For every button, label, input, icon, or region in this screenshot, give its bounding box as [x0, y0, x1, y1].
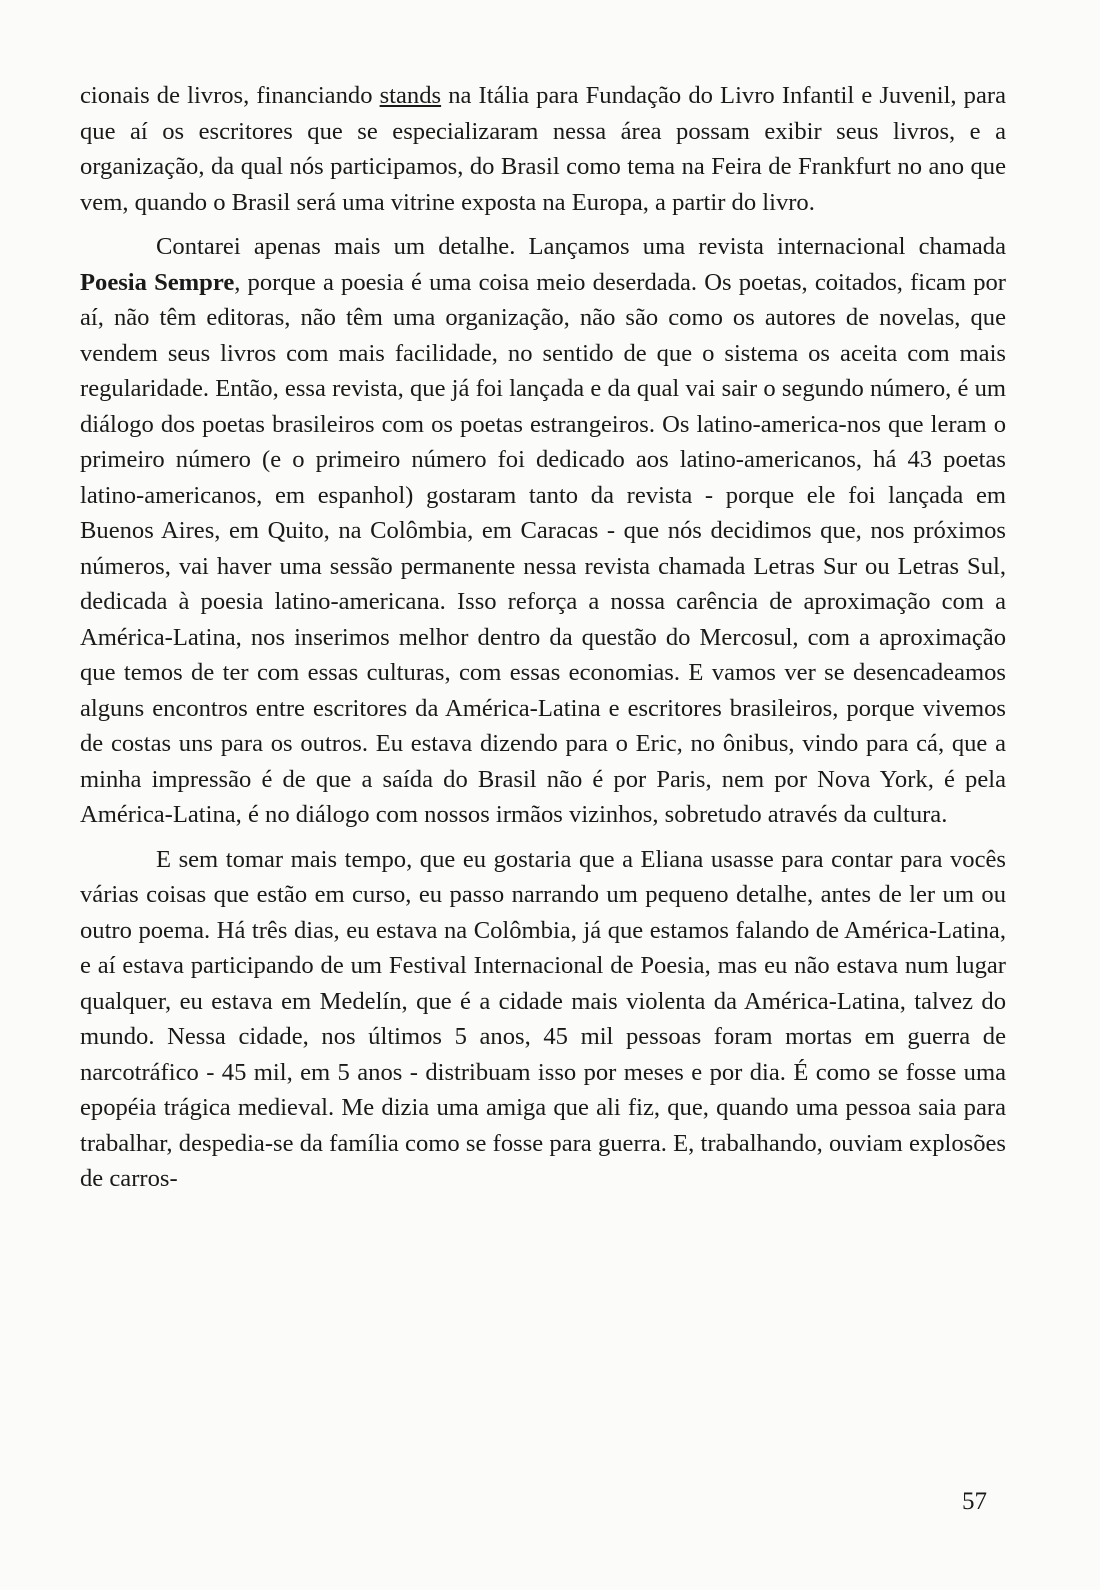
magazine-title: Poesia Sempre [80, 268, 235, 296]
paragraph-3: E sem tomar mais tempo, que eu gostaria que a Eliana usasse para contar para vocês várias coisas que estão em curso, eu passo narrando um pequeno detalhe, antes de ler um ou outro poema. Há três dias, eu estava na Colômbia, já que estamos falando de América-Latina, e aí estava participando de um Festival Internacional de Poesia, mas eu não estava num lugar qualquer, eu estava em Medelín, que é a cidade mais violenta da América-Latina, talvez do mundo. Nessa cidade, nos últimos 5 anos, 45 mil pessoas foram mortas em guerra de narcotráfico - 45 mil, em 5 anos - distribuam isso por meses e por dia. É como se fosse uma epopéia trágica medieval. Me dizia uma amiga que ali fiz, que, quando uma pessoa saia para trabalhar, despedia-se da família como se fosse para guerra. E, trabalhando, ouviam explosões de carros- [80, 845, 1006, 1192]
underlined-word: stands [379, 82, 442, 109]
paragraph-2 [80, 229, 1006, 833]
paragraph-2-text-end: , porque a poesia é uma coisa meio deserdada. Os poetas, coitados, ficam por aí, não têm editoras, não têm uma organização, não são como os autores de novelas, que vendem seus livros com mais facilidade, no sentido de que o sistema os aceita com mais regularidade. Então, essa revista, que já foi lançada e da qual vai sair o segundo número, é um diálogo dos poetas brasileiros com os poetas estrangeiros. Os latino-america-nos que leram o primeiro número (e o primeiro número foi dedicado aos latino-americanos, há 43 poetas latino-americanos, em espanhol) gostaram tanto da revista - porque ele foi lançada em Buenos Aires, em Quito, na Colômbia, em Caracas - que nós decidimos que, nos próximos números, vai haver uma sessão permanente nessa revista chamada Letras Sur ou Letras Sul, dedicada à poesia latino-americana. Isso reforça a nossa carência de aproximação com a América-Latina, nos inserimos melhor dentro da questão do Mercosul, com a aproximação que temos de ter com essas culturas, com essas economias. E vamos ver se desencadeamos alguns encontros entre escritores da América-Latina e escritores brasileiros, porque vivemos de costas uns para os outros. Eu estava dizendo para o Eric, no ônibus, vindo para cá, que a minha impressão é de que a saída do Brasil não é por Paris, nem por Nova York, é pela América-Latina, é no diálogo com nossos irmãos vizinhos, sobretudo através da cultura. [80, 268, 1006, 828]
paragraph-1 [80, 78, 1006, 220]
paragraph-1-text-end: na Itália para Fundação do Livro Infantil e Juvenil, para que aí os escritores que se especializaram nessa área possam exibir seus livros, e a organização, da qual nós participamos, do Brasil como tema na Feira de Frankfurt no ano que vem, quando o Brasil será uma vitrine exposta na Europa, a partir do livro. [80, 82, 1006, 216]
paragraph-1-text-start: cionais de livros, financiando [80, 82, 380, 109]
page-number: 57 [962, 1488, 987, 1515]
page-body [80, 78, 1006, 1197]
paragraph-2-text-start: Contarei apenas mais um detalhe. Lançamos uma revista internacional chamada [156, 233, 1006, 260]
